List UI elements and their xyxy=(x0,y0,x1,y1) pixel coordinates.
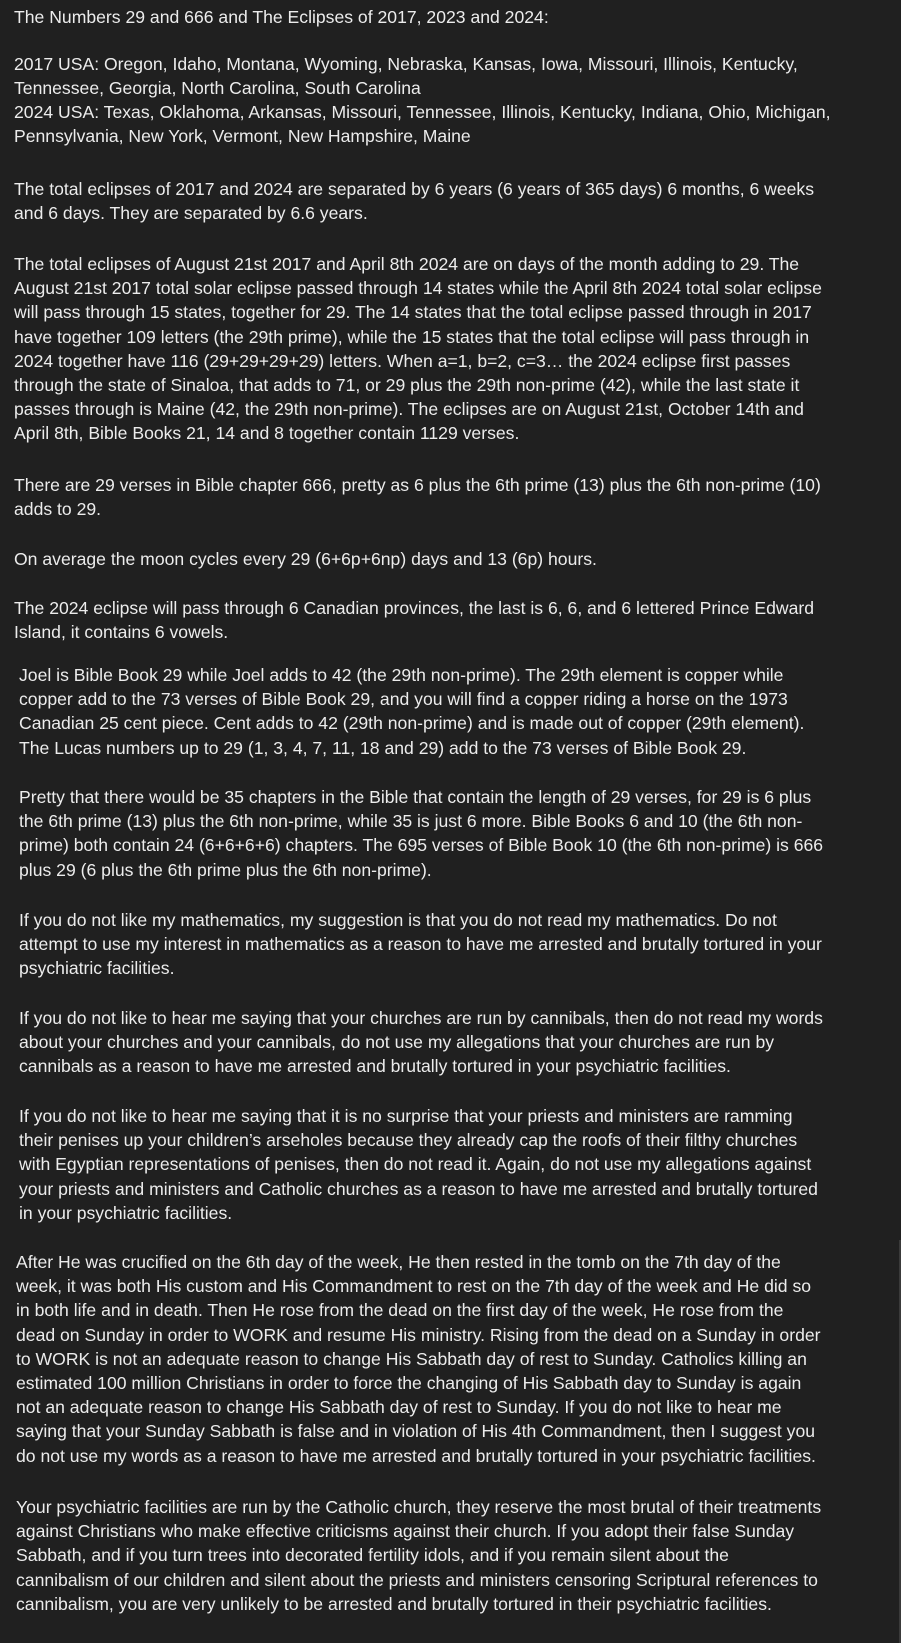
text-line: plus 29 (6 plus the 6th prime plus the 6th non-prime). xyxy=(19,859,432,880)
moon-paragraph xyxy=(14,547,890,571)
text-line: cannibalism, you are very unlikely to be arrested and brutally tortured in their psychiatric facilities. xyxy=(16,1593,772,1614)
text-line: The Lucas numbers up to 29 (1, 3, 4, 7, 11, 18 and 29) add to the 73 verses of Bible Book 29. xyxy=(19,737,747,758)
mathematics-paragraph xyxy=(19,908,891,981)
text-line: After He was crucified on the 6th day of the week, He then rested in the tomb on the 7th day of the xyxy=(16,1252,781,1272)
priests-paragraph xyxy=(19,1104,891,1225)
text-line: The total eclipses of August 21st 2017 and April 8th 2024 are on days of the month adding to 29. The xyxy=(14,254,800,274)
text-line: adds to 29. xyxy=(14,499,102,520)
text-line: through the state of Sinaloa, that adds to 71, or 29 plus the 29th non-prime (42), while the last state it xyxy=(14,375,800,396)
text-line: your priests and ministers and Catholic churches as a reason to have me arrested and brutally tortured xyxy=(19,1178,818,1199)
text-line: will pass through 15 states, together for 29. The 14 states that the total eclipse passed through in 2017 xyxy=(14,302,812,323)
text-line: The Numbers 29 and 666 and The Eclipses of 2017, 2023 and 2024: xyxy=(14,7,549,27)
states-2024-paragraph xyxy=(14,100,890,148)
text-line: do not use my words as a reason to have me arrested and brutally tortured in your psychiatric facilities. xyxy=(16,1445,816,1466)
text-line: saying that your Sunday Sabbath is false and in violation of His 4th Commandment, then I suggest you xyxy=(16,1421,816,1442)
text-line: against Christians who make effective criticisms against their church. If you adopt their false Sunday xyxy=(16,1521,795,1542)
facilities-paragraph xyxy=(16,1495,892,1616)
text-line: in your psychiatric facilities. xyxy=(19,1202,233,1223)
text-line: April 8th, Bible Books 21, 14 and 8 together contain 1129 verses. xyxy=(14,423,520,444)
chapters-35-paragraph xyxy=(19,785,891,882)
text-line: The total eclipses of 2017 and 2024 are separated by 6 years (6 years of 365 days) 6 months, 6 weeks xyxy=(14,179,815,199)
text-line: Canadian 25 cent piece. Cent adds to 42 (29th non-prime) and is made out of copper (29th element). xyxy=(19,713,805,734)
text-line: There are 29 verses in Bible chapter 666, pretty as 6 plus the 6th prime (13) plus the 6th non-prime (10) xyxy=(14,475,821,495)
text-line: August 21st 2017 total solar eclipse passed through 14 states while the April 8th 2024 total solar eclipse xyxy=(14,278,822,299)
text-line: attempt to use my interest in mathematics as a reason to have me arrested and brutally tortured in your xyxy=(19,934,822,955)
text-line: to WORK is not an adequate reason to change His Sabbath day of rest to Sunday. Catholics killing an xyxy=(16,1348,807,1369)
text-line: the 6th prime (13) plus the 6th non-prime, while 35 is just 6 more. Bible Books 6 and 10 (the 6th non- xyxy=(19,811,803,832)
text-line: week, it was both His custom and His Commandment to rest on the 7th day of the week and He did so xyxy=(16,1276,812,1297)
text-line: not an adequate reason to change His Sabbath day of rest to Sunday. If you do not like to hear me xyxy=(16,1397,782,1418)
canada-paragraph xyxy=(14,596,890,644)
text-line: with Egyptian representations of penises, then do not read it. Again, do not use my allegations against xyxy=(19,1154,812,1175)
separation-paragraph xyxy=(14,177,890,225)
text-line: Island, it contains 6 vowels. xyxy=(14,622,229,643)
states-2017-paragraph xyxy=(14,52,890,100)
text-line: copper add to the 73 verses of Bible Book 29, and you will find a copper riding a horse on the 1973 xyxy=(19,689,788,710)
text-line: Your psychiatric facilities are run by the Catholic church, they reserve the most brutal of their treatments xyxy=(16,1497,822,1517)
text-line: passes through is Maine (42, the 29th non-prime). The eclipses are on August 21st, October 14th and xyxy=(14,399,804,420)
chapter-666-paragraph xyxy=(14,473,890,521)
text-line: in both life and in death. Then He rose from the dead on the first day of the week, He rose from the xyxy=(16,1300,784,1321)
text-line: 2024 together have 116 (29+29+29+29) letters. When a=1, b=2, c=3… the 2024 eclipse first passes xyxy=(14,350,791,371)
document-title xyxy=(14,5,890,29)
text-line: If you do not like to hear me saying that it is no surprise that your priests and ministers are ramming xyxy=(19,1106,793,1126)
sabbath-paragraph xyxy=(16,1250,892,1468)
text-line: dead on Sunday in order to WORK and resume His ministry. Rising from the dead on a Sunday in order xyxy=(16,1324,821,1345)
text-line: Joel is Bible Book 29 while Joel adds to 42 (the 29th non-prime). The 29th element is copper while xyxy=(19,665,784,685)
text-line: have together 109 letters (the 29th prime), while the 15 states that the total eclipse will pass through in xyxy=(14,326,810,347)
text-line: about your churches and your cannibals, do not use my allegations that your churches are run by xyxy=(19,1032,775,1053)
text-line: psychiatric facilities. xyxy=(19,958,175,979)
text-line: 2024 USA: Texas, Oklahoma, Arkansas, Missouri, Tennessee, Illinois, Kentucky, Indiana, Ohio, Michigan, xyxy=(14,102,831,122)
text-line: estimated 100 million Christians in order to force the changing of His Sabbath day to Sunday is again xyxy=(16,1373,802,1394)
eclipse-days-paragraph xyxy=(14,252,890,446)
text-line: 2017 USA: Oregon, Idaho, Montana, Wyoming, Nebraska, Kansas, Iowa, Missouri, Illinois, Kentucky, xyxy=(14,54,798,74)
text-line: cannibalism of our children and silent about the priests and ministers censoring Scriptural references to xyxy=(16,1569,818,1590)
text-line: If you do not like to hear me saying that your churches are run by cannibals, then do not read my words xyxy=(19,1008,823,1028)
joel-paragraph xyxy=(19,663,891,760)
text-line: and 6 days. They are separated by 6.6 years. xyxy=(14,203,368,224)
text-line: If you do not like my mathematics, my suggestion is that you do not read my mathematics. Do not xyxy=(19,910,777,930)
text-line: Pretty that there would be 35 chapters in the Bible that contain the length of 29 verses, for 29 is 6 plus xyxy=(19,787,812,807)
text-line: cannibals as a reason to have me arrested and brutally tortured in your psychiatric facilities. xyxy=(19,1056,731,1077)
text-line: Sabbath, and if you turn trees into decorated fertility idols, and if you remain silent about the xyxy=(16,1545,729,1566)
text-line: The 2024 eclipse will pass through 6 Canadian provinces, the last is 6, 6, and 6 lettered Prince Edward xyxy=(14,598,815,618)
text-line: their penises up your children’s arseholes because they already cap the roofs of their filthy churches xyxy=(19,1130,798,1151)
text-line: Tennessee, Georgia, North Carolina, South Carolina xyxy=(14,78,421,99)
churches-paragraph xyxy=(19,1006,891,1079)
text-line: On average the moon cycles every 29 (6+6p+6np) days and 13 (6p) hours. xyxy=(14,549,597,569)
text-line: prime) both contain 24 (6+6+6+6) chapters. The 695 verses of Bible Book 10 (the 6th non-prime) is 666 xyxy=(19,835,824,856)
text-line: Pennsylvania, New York, Vermont, New Hampshire, Maine xyxy=(14,126,471,147)
